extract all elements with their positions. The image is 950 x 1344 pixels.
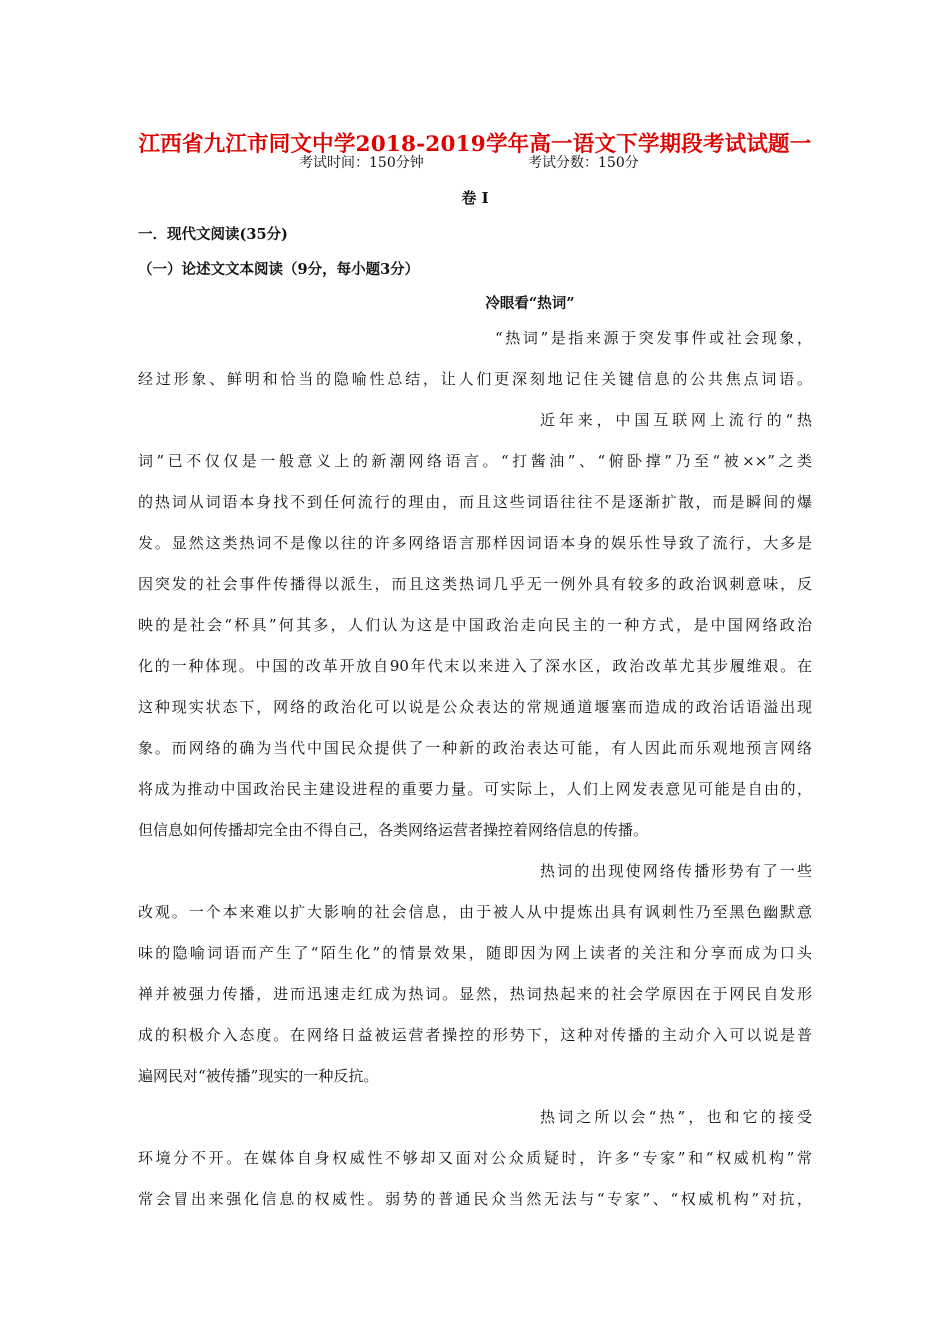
article-line: 因突发的社会事件传播得以派生，而且这类热词几乎无一例外具有较多的政治讽刺意味，反 xyxy=(138,575,812,593)
article-line: 常会冒出来强化信息的权威性。弱势的普通民众当然无法与“专家”、“权威机构”对抗， xyxy=(138,1190,812,1208)
article-line: 改观。一个本来难以扩大影响的社会信息，由于被人从中提炼出具有讽刺性乃至黑色幽默意 xyxy=(138,903,812,921)
article-line: 化的一种体现。中国的改革开放自90年代末以来进入了深水区，政治改革尤其步履维艰。在 xyxy=(138,657,812,675)
article-title: 冷眼看“热词” xyxy=(485,295,575,312)
article-line: 发。显然这类热词不是像以往的许多网络语言那样因词语本身的娱乐性导致了流行，大多是 xyxy=(138,534,812,552)
volume-label: 卷 Ⅰ xyxy=(461,189,489,207)
article-line: 遍网民对“被传播”现实的一种反抗。 xyxy=(138,1067,379,1085)
article-line: 的热词从词语本身找不到任何流行的理由，而且这些词语往往不是逐渐扩散，而是瞬间的爆 xyxy=(138,493,812,511)
article-line: 禅并被强力传播，进而迅速走红成为热词。显然，热词热起来的社会学原因在于网民自发形 xyxy=(138,985,812,1003)
article-line: 词”已不仅仅是一般意义上的新潮网络语言。“打酱油”、“俯卧撑”乃至“被××”之类 xyxy=(138,452,812,470)
article-line: 近年来，中国互联网上流行的“热 xyxy=(540,411,812,429)
section-heading: 一．现代文阅读(35分) xyxy=(138,226,288,243)
article-line: 映的是社会“杯具”何其多，人们认为这是中国政治走向民主的一种方式，是中国网络政治 xyxy=(138,616,812,634)
subsection-heading: （一）论述文文本阅读（9分，每小题3分） xyxy=(138,261,420,278)
article-line: 但信息如何传播却完全由不得自己，各类网络运营者操控着网络信息的传播。 xyxy=(138,821,649,839)
article-line: 热词之所以会“热”，也和它的接受 xyxy=(540,1108,812,1126)
exam-score: 考试分数：150分 xyxy=(528,155,639,171)
article-line: 热词的出现使网络传播形势有了一些 xyxy=(540,862,812,880)
article-line: “热词”是指来源于突发事件或社会现象， xyxy=(495,329,812,347)
document-title: 江西省九江市同文中学2018-2019学年高一语文下学期段考试试题一 xyxy=(138,132,812,157)
article-line: 经过形象、鲜明和恰当的隐喻性总结，让人们更深刻地记住关键信息的公共焦点词语。 xyxy=(138,370,812,388)
exam-time: 考试时间：150分钟 xyxy=(299,155,424,171)
article-line: 象。而网络的确为当代中国民众提供了一种新的政治表达可能，有人因此而乐观地预言网络 xyxy=(138,739,812,757)
article-line: 味的隐喻词语而产生了“陌生化”的情景效果，随即因为网上读者的关注和分享而成为口头 xyxy=(138,944,812,962)
article-line: 将成为推动中国政治民主建设进程的重要力量。可实际上，人们上网发表意见可能是自由的， xyxy=(138,780,812,798)
article-line: 环境分不开。在媒体自身权威性不够却又面对公众质疑时，许多“专家”和“权威机构”常 xyxy=(138,1149,812,1167)
article-line: 成的积极介入态度。在网络日益被运营者操控的形势下，这种对传播的主动介入可以说是普 xyxy=(138,1026,812,1044)
article-line: 这种现实状态下，网络的政治化可以说是公众表达的常规通道堰塞而造成的政治话语溢出现 xyxy=(138,698,812,716)
